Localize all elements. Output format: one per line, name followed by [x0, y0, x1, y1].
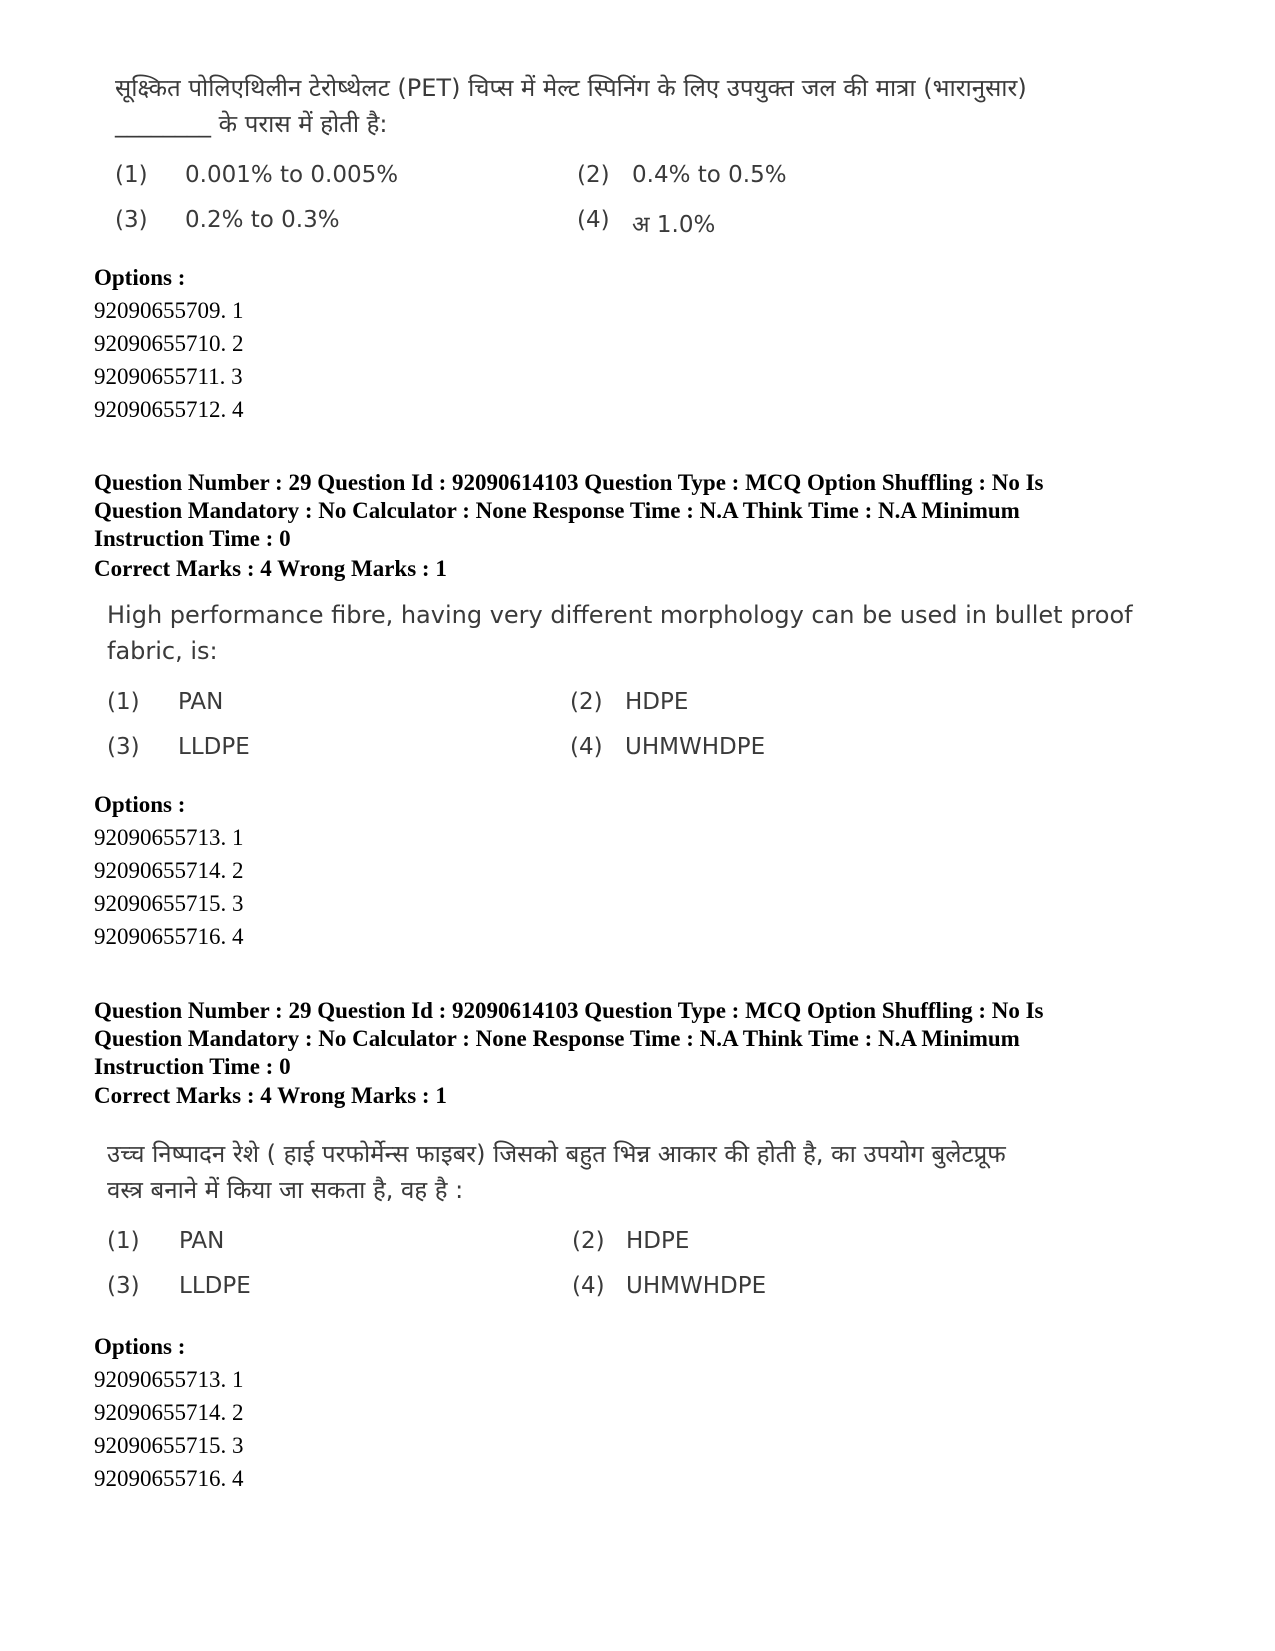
marks-line: Correct Marks : 4 Wrong Marks : 1: [94, 1083, 447, 1108]
choice-row: [115, 207, 1215, 239]
option-id: 92090655713. 1: [94, 825, 244, 850]
choice-number: (2): [572, 1228, 605, 1254]
question-stem-line: fabric, is:: [107, 637, 218, 665]
question-stem-english: [107, 597, 1227, 669]
choice-row: [107, 689, 1207, 721]
choice-text: UHMWHDPE: [626, 1273, 767, 1299]
choice-text: 0.4% to 0.5%: [632, 162, 787, 188]
choice-text: PAN: [178, 689, 224, 715]
option-id: 92090655714. 2: [94, 1400, 244, 1425]
meta-line: Question Number : 29 Question Id : 92090614103 Question Type : MCQ Option Shuffling : No Is: [94, 998, 1044, 1023]
choice-text: 0.2% to 0.3%: [185, 207, 340, 233]
choice-text: LLDPE: [178, 734, 250, 760]
question-meta: [94, 997, 1044, 1081]
choice-number: (4): [572, 1273, 605, 1299]
choice-number: (1): [115, 162, 148, 188]
choice-text: अ 1.0%: [632, 212, 716, 238]
meta-line: Question Number : 29 Question Id : 92090614103 Question Type : MCQ Option Shuffling : No Is: [94, 470, 1044, 495]
choice-row: [107, 1273, 1207, 1305]
options-list: [94, 1363, 244, 1495]
choice-text: UHMWHDPE: [625, 734, 766, 760]
choice-number: (3): [107, 734, 140, 760]
meta-line: Instruction Time : 0: [94, 1054, 291, 1079]
choice-text: 0.001% to 0.005%: [185, 162, 399, 188]
meta-line: Instruction Time : 0: [94, 526, 291, 551]
choice-row: [107, 1228, 1207, 1260]
choice-row: [115, 162, 1215, 194]
choice-number: (4): [577, 207, 610, 233]
options-list: [94, 294, 244, 426]
option-id: 92090655715. 3: [94, 891, 244, 916]
question-stem-hindi: [107, 1136, 1227, 1208]
meta-line: Question Mandatory : No Calculator : None Response Time : N.A Think Time : N.A Minimum: [94, 498, 1020, 523]
option-id: 92090655709. 1: [94, 298, 244, 323]
question-stem-line: उच्च निष्पादन रेशे ( हाई परफोर्मेन्स फाइबर) जिसको बहुत भिन्न आकार की होती है, का उपयोग बुलेटप्रूफ: [107, 1140, 1006, 1168]
marks-line: Correct Marks : 4 Wrong Marks : 1: [94, 556, 447, 581]
options-heading: Options :: [94, 1334, 186, 1359]
choice-number: (1): [107, 1228, 140, 1254]
choice-text: HDPE: [625, 689, 689, 715]
option-id: 92090655713. 1: [94, 1367, 244, 1392]
question-stem-text: के परास में होती है:: [218, 110, 388, 138]
choice-number: (3): [107, 1273, 140, 1299]
choice-text: HDPE: [626, 1228, 690, 1254]
answer-blank: ________: [115, 110, 211, 138]
choice-text: LLDPE: [179, 1273, 251, 1299]
choice-number: (2): [570, 689, 603, 715]
choice-number: (1): [107, 689, 140, 715]
choice-number: (3): [115, 207, 148, 233]
question-stem-line: वस्त्र बनाने में किया जा सकता है, वह है :: [107, 1176, 464, 1204]
question-stem-line: High performance fibre, having very different morphology can be used in bullet proof: [107, 601, 1133, 629]
question-stem-line: [115, 106, 1235, 142]
options-list: [94, 821, 244, 953]
choice-number: (4): [570, 734, 603, 760]
option-id: 92090655716. 4: [94, 1466, 244, 1491]
meta-line: Question Mandatory : No Calculator : None Response Time : N.A Think Time : N.A Minimum: [94, 1026, 1020, 1051]
question-stem-line: सूक्ष्कित पोलिएथिलीन टेरोष्थेलट (PET) चिप्स में मेल्ट स्पिनिंग के लिए उपयुक्त जल की मात्रा (भारानुसार): [115, 74, 1027, 102]
choice-row: [107, 734, 1207, 766]
option-id: 92090655712. 4: [94, 397, 244, 422]
choice-text: PAN: [179, 1228, 225, 1254]
option-id: 92090655715. 3: [94, 1433, 244, 1458]
question-stem-hindi: [115, 70, 1235, 142]
option-id: 92090655716. 4: [94, 924, 244, 949]
question-meta: [94, 469, 1044, 553]
option-id: 92090655714. 2: [94, 858, 244, 883]
option-id: 92090655710. 2: [94, 331, 244, 356]
choice-number: (2): [577, 162, 610, 188]
options-heading: Options :: [94, 792, 186, 817]
options-heading: Options :: [94, 265, 186, 290]
option-id: 92090655711. 3: [94, 364, 243, 389]
